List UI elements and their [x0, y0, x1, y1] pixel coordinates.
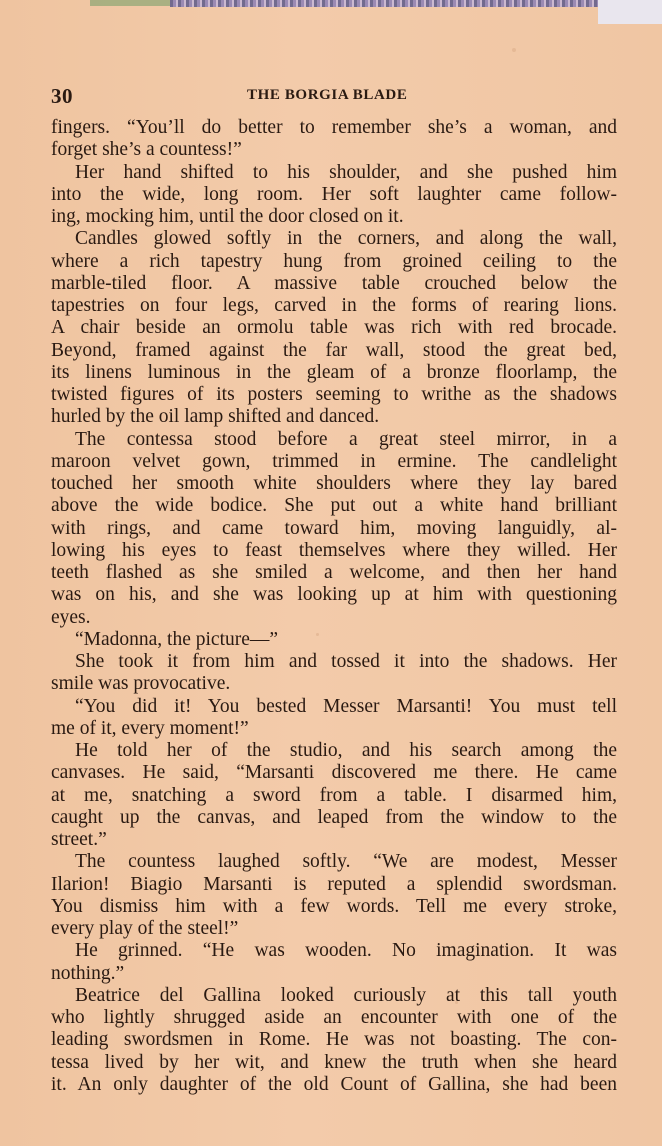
- text-line: tessa lived by her wit, and knew the truth when she heard: [51, 1051, 617, 1073]
- text-line: me of it, every moment!”: [51, 717, 249, 739]
- text-line: Candles glowed softly in the corners, and along the wall,: [75, 228, 617, 250]
- text-line: smile was provocative.: [51, 673, 231, 695]
- text-line: into the wide, long room. Her soft laughter came follow-: [51, 183, 617, 205]
- text-line: tapestries on four legs, carved in the forms of rearing lions.: [51, 295, 617, 316]
- page-corner: [598, 0, 662, 24]
- text-line: ing, mocking him, until the door closed on it.: [51, 206, 404, 227]
- text-line: it. An only daughter of the old Count of Gallina, she had been: [51, 1073, 617, 1095]
- text-line: caught up the canvas, and leaped from the window to the: [51, 806, 617, 828]
- text-line: who lightly shrugged aside an encounter with one of the: [51, 1007, 617, 1028]
- text-line: nothing.”: [51, 962, 125, 984]
- page-edge-strip: [170, 0, 598, 7]
- text-line: “Madonna, the picture—”: [75, 628, 279, 650]
- text-line: twisted figures of its posters seeming to writhe as the shadows: [51, 384, 617, 405]
- text-line: with rings, and came toward him, moving languidly, al-: [51, 517, 617, 539]
- text-line: canvases. He said, “Marsanti discovered me there. He came: [51, 762, 617, 784]
- text-line: teeth flashed as she smiled a welcome, and then her hand: [51, 562, 617, 583]
- text-line: “You did it! You bested Messer Marsanti! You must tell: [75, 695, 617, 717]
- text-line: hurled by the oil lamp shifted and danced.: [51, 406, 380, 428]
- text-line: Beyond, framed against the far wall, stood the great bed,: [51, 339, 617, 361]
- text-line: Ilarion! Biagio Marsanti is reputed a splendid swordsman.: [51, 873, 617, 895]
- text-line: fingers. “You’ll do better to remember she’s a woman, and: [51, 117, 617, 138]
- page-edge-strip-left: [90, 0, 170, 6]
- text-line: He grinned. “He was wooden. No imagination. It was: [75, 940, 617, 962]
- text-line: was on his, and she was looking up at him with questioning: [51, 584, 617, 606]
- text-line: lowing his eyes to feast themselves where they willed. Her: [51, 539, 617, 561]
- text-line: marble-tiled floor. A massive table crouched below the: [51, 272, 617, 294]
- text-line: where a rich tapestry hung from groined ceiling to the: [51, 250, 617, 272]
- page-header: [51, 84, 617, 110]
- text-line: You dismiss him with a few words. Tell me every stroke,: [51, 895, 617, 917]
- page-number: 30: [51, 84, 73, 108]
- text-line: its linens luminous in the gleam of a bronze floorlamp, the: [51, 361, 617, 383]
- text-line: She took it from him and tossed it into the shadows. Her: [75, 651, 617, 672]
- text-line: A chair beside an ormolu table was rich with red brocade.: [51, 317, 617, 339]
- text-line: The countess laughed softly. “We are modest, Messer: [75, 851, 617, 873]
- text-line: maroon velvet gown, trimmed in ermine. The candlelight: [51, 450, 617, 472]
- running-title: THE BORGIA BLADE: [247, 87, 408, 103]
- text-line: touched her smooth white shoulders where they lay bared: [51, 473, 617, 494]
- text-line: street.”: [51, 829, 107, 850]
- text-line: He told her of the studio, and his search among the: [75, 740, 617, 761]
- text-line: Beatrice del Gallina looked curiously at this tall youth: [75, 984, 617, 1006]
- paper-spot: [512, 48, 516, 52]
- text-line: every play of the steel!”: [51, 918, 239, 939]
- text-line: above the wide bodice. She put out a white hand brilliant: [51, 495, 617, 517]
- text-line: leading swordsmen in Rome. He was not boasting. The con-: [51, 1029, 617, 1051]
- body-text: [51, 117, 617, 1096]
- text-line: Her hand shifted to his shoulder, and she pushed him: [75, 161, 617, 183]
- text-line: forget she’s a countess!”: [51, 139, 242, 161]
- text-line: at me, snatching a sword from a table. I disarmed him,: [51, 784, 617, 806]
- text-line: eyes.: [51, 606, 91, 628]
- text-line: The contessa stood before a great steel mirror, in a: [75, 428, 617, 450]
